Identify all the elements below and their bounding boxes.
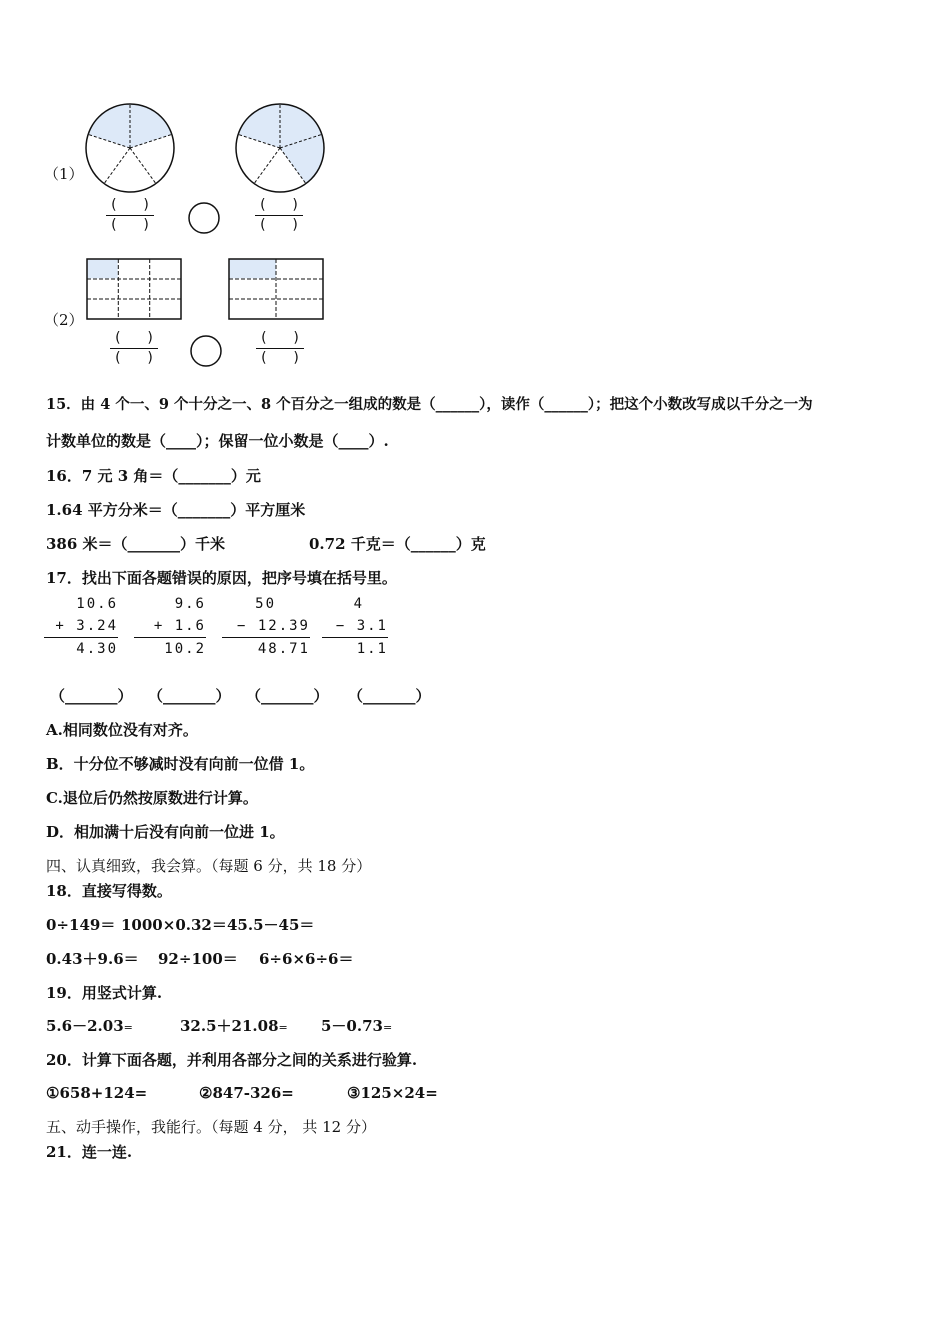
vertical-calc-4 [322,593,388,660]
q18-r2-item2: 92÷100＝ [158,950,238,968]
grid-rect-left [86,258,182,320]
q19-title: 19．用竖式计算. [46,984,163,1002]
vertical-calc-1 [44,593,118,660]
option-b: B．十分位不够减时没有向前一位借 1。 [46,755,315,773]
option-d: D．相加满十后没有向前一位进 1。 [46,823,285,841]
q15-line1: 15．由 4 个一、9 个十分之一、8 个百分之一组成的数是（______），读作（______）；把这个小数改写成以千分之一为 [46,396,813,413]
calc-operand: − 3.1 [322,615,388,638]
answer-blank-1[interactable]: （_______） [50,687,133,705]
q18-r2-item1: 0.43＋9.6＝ [46,950,139,968]
q18-r1-item1: 0÷149＝ [46,916,116,934]
grid-rect-right [228,258,324,320]
calc-result: 4.30 [76,641,118,657]
compare-circle-2[interactable] [189,334,223,368]
figure-row1-label: （1） [44,165,84,183]
answer-blank-4[interactable]: （_______） [348,687,431,705]
calc-top: 50 [255,596,276,612]
calc-operand: + 3.24 [44,615,118,638]
pie-circle-right [234,102,326,194]
answer-blank-3[interactable]: （_______） [246,687,329,705]
q20-item1: ①658+124= [46,1084,148,1102]
calc-result: 10.2 [164,641,206,657]
q20-item2: ②847-326= [199,1084,294,1102]
section-4-heading: 四、认真细致，我会算。（每题 6 分，共 18 分） [46,857,372,875]
q18-title: 18．直接写得数。 [46,882,172,900]
q19-item1: 5.6－2.03= [46,1017,133,1035]
q16-line1: 16．7 元 3 角＝（_______）元 [46,467,261,485]
q16-line3b: 0.72 千克＝（______）克 [309,535,486,553]
q18-r2-item3: 6÷6×6÷6＝ [259,950,354,968]
q18-r1-item2: 1000×0.32＝ [121,916,227,934]
pie-circle-left [84,102,176,194]
answer-blank-2[interactable]: （_______） [148,687,231,705]
option-a: A.相同数位没有对齐。 [46,721,198,739]
compare-circle-1[interactable] [187,201,221,235]
q19-item2: 32.5＋21.08= [180,1017,288,1035]
calc-top: 4 [353,596,364,612]
q20-title: 20．计算下面各题，并利用各部分之间的关系进行验算. [46,1051,418,1069]
calc-result: 48.71 [257,641,310,657]
vertical-calc-3 [222,593,310,660]
option-c: C.退位后仍然按原数进行计算。 [46,789,258,807]
q19-item3: 5－0.73= [321,1017,393,1035]
q21-title: 21．连一连. [46,1143,133,1161]
vertical-calc-2 [134,593,206,660]
q15-line2: 计数单位的数是（____）；保留一位小数是（____）. [46,432,389,450]
section-5-heading: 五、动手操作，我能行。（每题 4 分， 共 12 分） [46,1118,376,1136]
calc-operand: + 1.6 [134,615,206,638]
q18-r1-item3: 45.5－45＝ [227,916,315,934]
calc-operand: − 12.39 [222,615,310,638]
fraction-blank-3[interactable]: ( ) ( ) [104,330,164,367]
fraction-blank-4[interactable]: ( ) ( ) [250,330,310,367]
calc-result: 1.1 [356,641,388,657]
figure-row2-label: （2） [44,311,84,329]
calc-top: 9.6 [174,596,206,612]
fraction-blank-2[interactable]: ( ) ( ) [249,197,309,234]
q17-title: 17．找出下面各题错误的原因，把序号填在括号里。 [46,569,397,587]
calc-top: 10.6 [76,596,118,612]
q16-line2: 1.64 平方分米＝（_______）平方厘米 [46,501,306,519]
q20-item3: ③125×24= [347,1084,438,1102]
q16-line3a: 386 米＝（_______）千米 [46,535,226,553]
fraction-blank-1[interactable]: ( ) ( ) [100,197,160,234]
